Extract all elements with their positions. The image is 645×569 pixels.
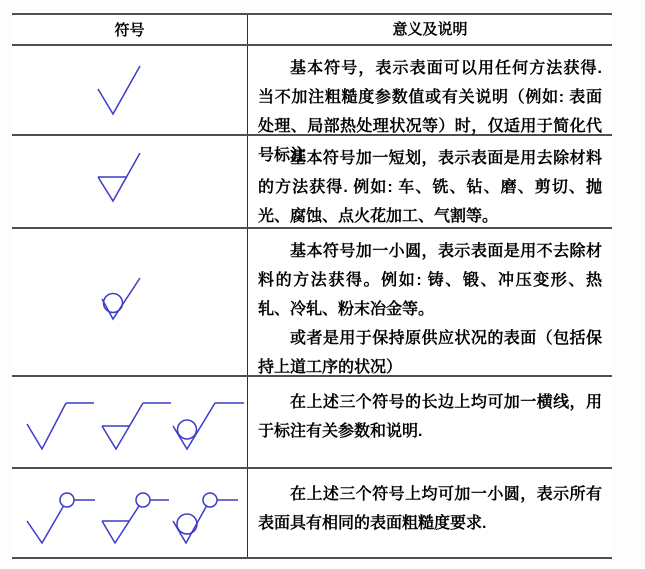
basic-surface-symbol-icon: [12, 46, 247, 134]
row-description: [247, 136, 612, 227]
table-row: [12, 46, 612, 164]
table-row: [12, 136, 612, 229]
table-header-row: [12, 15, 612, 46]
row-description: [247, 229, 612, 375]
material-removal-symbol-icon: [12, 136, 247, 227]
symbol-meaning-table: [12, 13, 612, 559]
no-material-removal-symbol-icon: [12, 229, 247, 375]
table-row: [12, 377, 612, 469]
description-paragraph: 在上述三个符号上均可加一小圆，表示所有表面具有相同的表面粗糙度要求.: [258, 486, 602, 532]
symbols-with-top-line-icon: [12, 377, 247, 467]
description-paragraph: 或者是用于保持原供应状况的表面（包括保持上道工序的状况）: [258, 330, 602, 376]
description-paragraph: 基本符号加一小圆，表示表面是用不去除材料的方法获得。例如: 铸、锻、冲压变形、热轧、冷轧、粉末冶金等。: [258, 243, 602, 318]
row-description: [247, 377, 612, 467]
table-row: [12, 469, 612, 559]
description-paragraph: 在上述三个符号的长边上均可加一横线，用于标注有关参数和说明.: [258, 394, 602, 440]
description-paragraph: 基本符号加一短划，表示表面是用去除材料的方法获得. 例如: 车、铣、钻、磨、剪切、抛光、腐蚀、点火花加工、气割等。: [258, 150, 602, 225]
header-symbol-col: 符号: [114, 22, 145, 39]
row-description: [247, 46, 612, 164]
description-paragraph: 基本符号，表示表面可以用任何方法获得. 当不加注粗糙度参数值或有关说明（例如: 表面处理、局部热处理状况等）时，仅适用于简化代号标注: [258, 60, 602, 164]
header-desc-col: 意义及说明: [247, 15, 612, 44]
row-description: [247, 469, 612, 557]
symbols-with-small-circle-icon: [12, 469, 247, 557]
table-row: [12, 229, 612, 377]
